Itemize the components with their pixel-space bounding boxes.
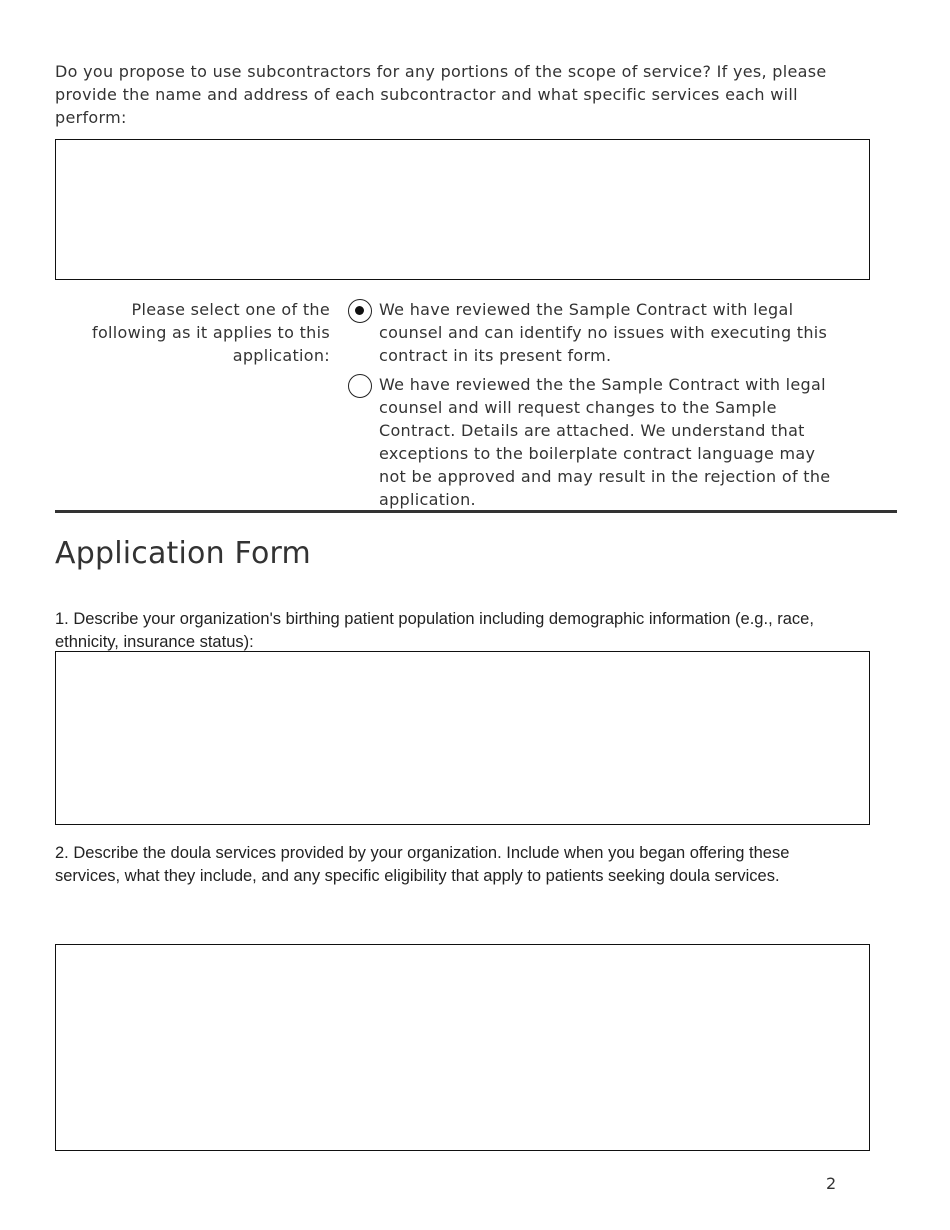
option-request-changes-radio[interactable] (348, 374, 372, 398)
question-2-answer-field[interactable] (55, 944, 870, 1151)
option-request-changes-label: We have reviewed the the Sample Contract with legal counsel and will request changes to the Sample Contract. Details are attached. We understand that exceptions to the boilerplate contract language may not be approved and may result in the rejection of the application. (379, 375, 831, 509)
question-1-text: 1. Describe your organization's birthing patient population including demographic information (e.g., race, ethnicity, insurance status): (55, 610, 814, 651)
section-divider (55, 510, 897, 513)
option-no-issues-label: We have reviewed the Sample Contract with legal counsel and can identify no issues with executing this contract in its present form. (379, 300, 828, 365)
page-number: 2 (826, 1174, 837, 1193)
question-1-answer-field[interactable] (55, 651, 870, 825)
radio-selected-dot (355, 306, 364, 315)
contract-review-prompt: Please select one of the following as it applies to this application: (92, 300, 330, 365)
section-title: Application Form (55, 536, 311, 571)
option-no-issues-radio[interactable] (348, 299, 372, 323)
subcontractor-question: Do you propose to use subcontractors for any portions of the scope of service? If yes, please provide the name and address of each subcontractor and what specific services each will perform: (55, 62, 827, 127)
subcontractor-answer-field[interactable] (55, 139, 870, 280)
question-2-text: 2. Describe the doula services provided by your organization. Include when you began offering these services, what they include, and any specific eligibility that apply to patients seeking doula services. (55, 844, 790, 885)
